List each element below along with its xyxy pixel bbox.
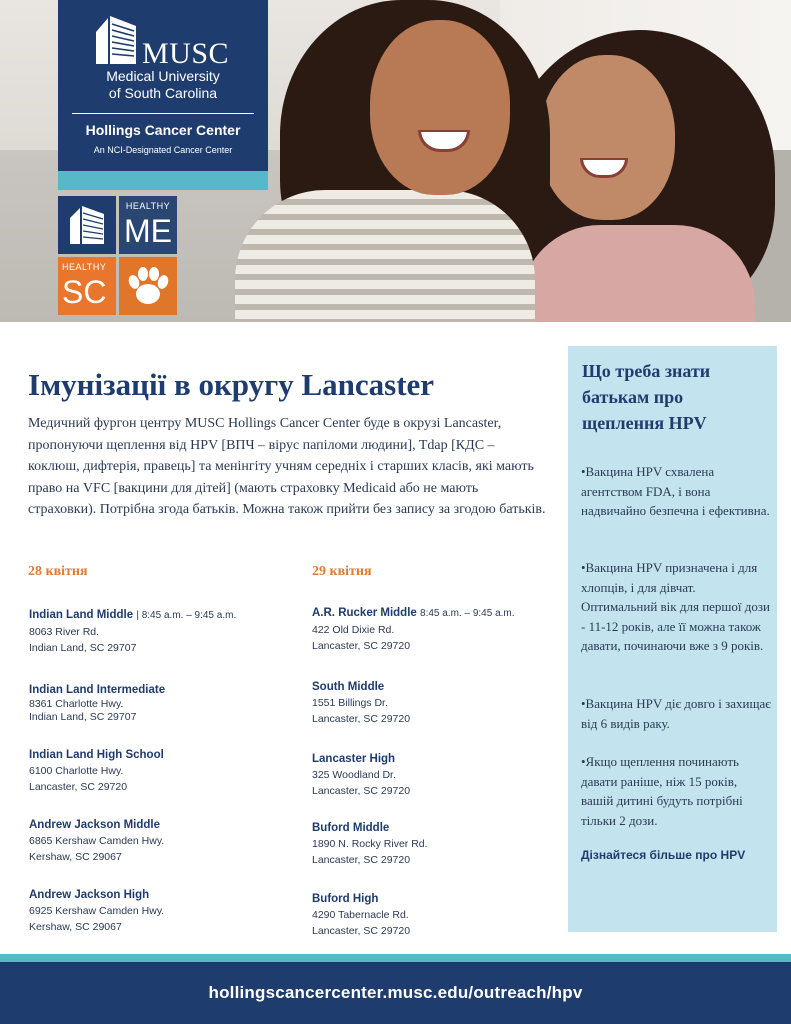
daughter-shirt xyxy=(520,225,755,322)
location-city: Lancaster, SC 29720 xyxy=(312,925,411,937)
healthy-sc-small-text: HEALTHY xyxy=(62,262,107,272)
location-city: Kershaw, SC 29067 xyxy=(29,851,122,863)
location-name: Indian Land Middle xyxy=(29,609,134,621)
university-name xyxy=(58,68,268,102)
location-item xyxy=(29,887,269,935)
location-item xyxy=(312,679,552,727)
daughter-face xyxy=(540,55,675,220)
location-name: Indian Land High School xyxy=(29,749,164,761)
musc-building-icon xyxy=(94,12,138,66)
footer-url-link[interactable]: hollingscancercenter.musc.edu/outreach/hpv xyxy=(208,983,583,1002)
location-street: 1890 N. Rocky River Rd. xyxy=(312,838,428,850)
footer xyxy=(0,962,791,1024)
day-1-heading: 28 квітня xyxy=(28,564,88,579)
location-item xyxy=(312,891,552,939)
location-city: Lancaster, SC 29720 xyxy=(312,854,411,866)
fact-bullet: •Вакцина HPV призначена і для хлопців, і для дівчат. Оптимальний вік для першої дози - 11-12 років, але її можна також давати, починаючи вже з 9 років. xyxy=(581,560,770,653)
clemson-paw-logo xyxy=(119,257,177,315)
university-line-1: Medical University xyxy=(106,68,220,84)
university-line-2: of South Carolina xyxy=(108,85,218,101)
healthy-me-small-text: HEALTHY xyxy=(125,201,171,211)
panel-title: Що треба знати батькам про щеплення HPV xyxy=(582,361,711,433)
healthy-sc-big-text: SC xyxy=(62,274,107,310)
location-item xyxy=(29,607,269,656)
footer-accent-bar xyxy=(0,954,791,962)
location-name: Andrew Jackson High xyxy=(29,889,150,901)
location-item xyxy=(29,747,269,795)
musc-building-icon xyxy=(58,196,116,254)
healthy-me-logo xyxy=(119,196,177,254)
location-street: 8361 Charlotte Hwy. xyxy=(29,698,124,710)
location-city: Lancaster, SC 29720 xyxy=(312,640,411,652)
location-name: A.R. Rucker Middle xyxy=(312,607,417,619)
logo-accent-bar xyxy=(58,171,268,190)
musc-wordmark: MUSC xyxy=(142,37,230,70)
location-street: 8063 River Rd. xyxy=(29,626,100,638)
learn-more-link[interactable]: Дізнайтеся більше про HPV xyxy=(581,848,746,862)
logo-divider xyxy=(72,113,254,114)
location-name: Lancaster High xyxy=(312,753,396,765)
location-city: Lancaster, SC 29720 xyxy=(312,713,411,725)
fact-bullet: •Вакцина HPV діє довго і захищає від 6 видів раку. xyxy=(581,696,771,731)
location-city: Indian Land, SC 29707 xyxy=(29,711,137,723)
mother-face xyxy=(370,20,510,195)
location-item xyxy=(29,682,269,724)
location-street: 6100 Charlotte Hwy. xyxy=(29,765,124,777)
mother-shirt xyxy=(235,190,535,322)
location-time: 8:45 a.m. – 9:45 a.m. xyxy=(420,608,515,619)
healthy-sc-logo xyxy=(58,257,116,315)
location-name: Andrew Jackson Middle xyxy=(29,819,161,831)
healthy-me-big-text: ME xyxy=(124,213,172,249)
location-city: Kershaw, SC 29067 xyxy=(29,921,122,933)
location-street: 325 Woodland Dr. xyxy=(312,769,396,781)
location-street: 422 Old Dixie Rd. xyxy=(312,624,395,636)
location-item xyxy=(312,820,552,868)
fact-bullet: •Якщо щеплення починають давати раніше, ніж 15 років, вашій дитині будуть потрібні тільки 2 дози. xyxy=(581,754,743,828)
musc-logo-block xyxy=(58,0,268,190)
location-name: Buford Middle xyxy=(312,822,390,834)
location-street: 4290 Tabernacle Rd. xyxy=(312,909,409,921)
fact-bullet: •Вакцина HPV схвалена агентством FDA, і вона надвичайно безпечна і ефективна. xyxy=(581,464,770,518)
paw-icon xyxy=(119,257,177,315)
page-title: Імунізації в округу Lancaster xyxy=(28,367,435,402)
location-item xyxy=(312,605,552,654)
intro-paragraph: Медичний фургон центру MUSC Hollings Cancer Center буде в окрузі Lancaster, пропонуючи щеплення від HPV [ВПЧ – вірус папіломи людини], Tdap [КДС – коклюш, дифтерія, правець] та менінгіту учням середніх і старших класів, які мають право на VFC [вакцини для дітей] (мають страховку Medicaid або не мають страховки). Потрібна згода батьків. Можна також прийти без запису за згодою батьків. xyxy=(28,416,546,517)
musc-small-logo xyxy=(58,196,116,254)
location-item xyxy=(29,817,269,865)
location-street: 1551 Billings Dr. xyxy=(312,697,388,709)
location-street: 6925 Kershaw Camden Hwy. xyxy=(29,905,165,917)
location-name: South Middle xyxy=(312,681,385,693)
location-time: | 8:45 a.m. – 9:45 a.m. xyxy=(136,610,237,621)
center-name: Hollings Cancer Center xyxy=(85,122,241,138)
hpv-facts-panel xyxy=(568,346,777,932)
day-2-heading: 29 квітня xyxy=(312,564,372,579)
location-street: 6865 Kershaw Camden Hwy. xyxy=(29,835,165,847)
location-city: Lancaster, SC 29720 xyxy=(29,781,128,793)
location-name: Buford High xyxy=(312,893,379,905)
location-city: Lancaster, SC 29720 xyxy=(312,785,411,797)
nci-designation: An NCI-Designated Cancer Center xyxy=(93,145,233,155)
location-city: Indian Land, SC 29707 xyxy=(29,642,137,654)
location-name: Indian Land Intermediate xyxy=(29,684,166,696)
location-item xyxy=(312,751,552,799)
